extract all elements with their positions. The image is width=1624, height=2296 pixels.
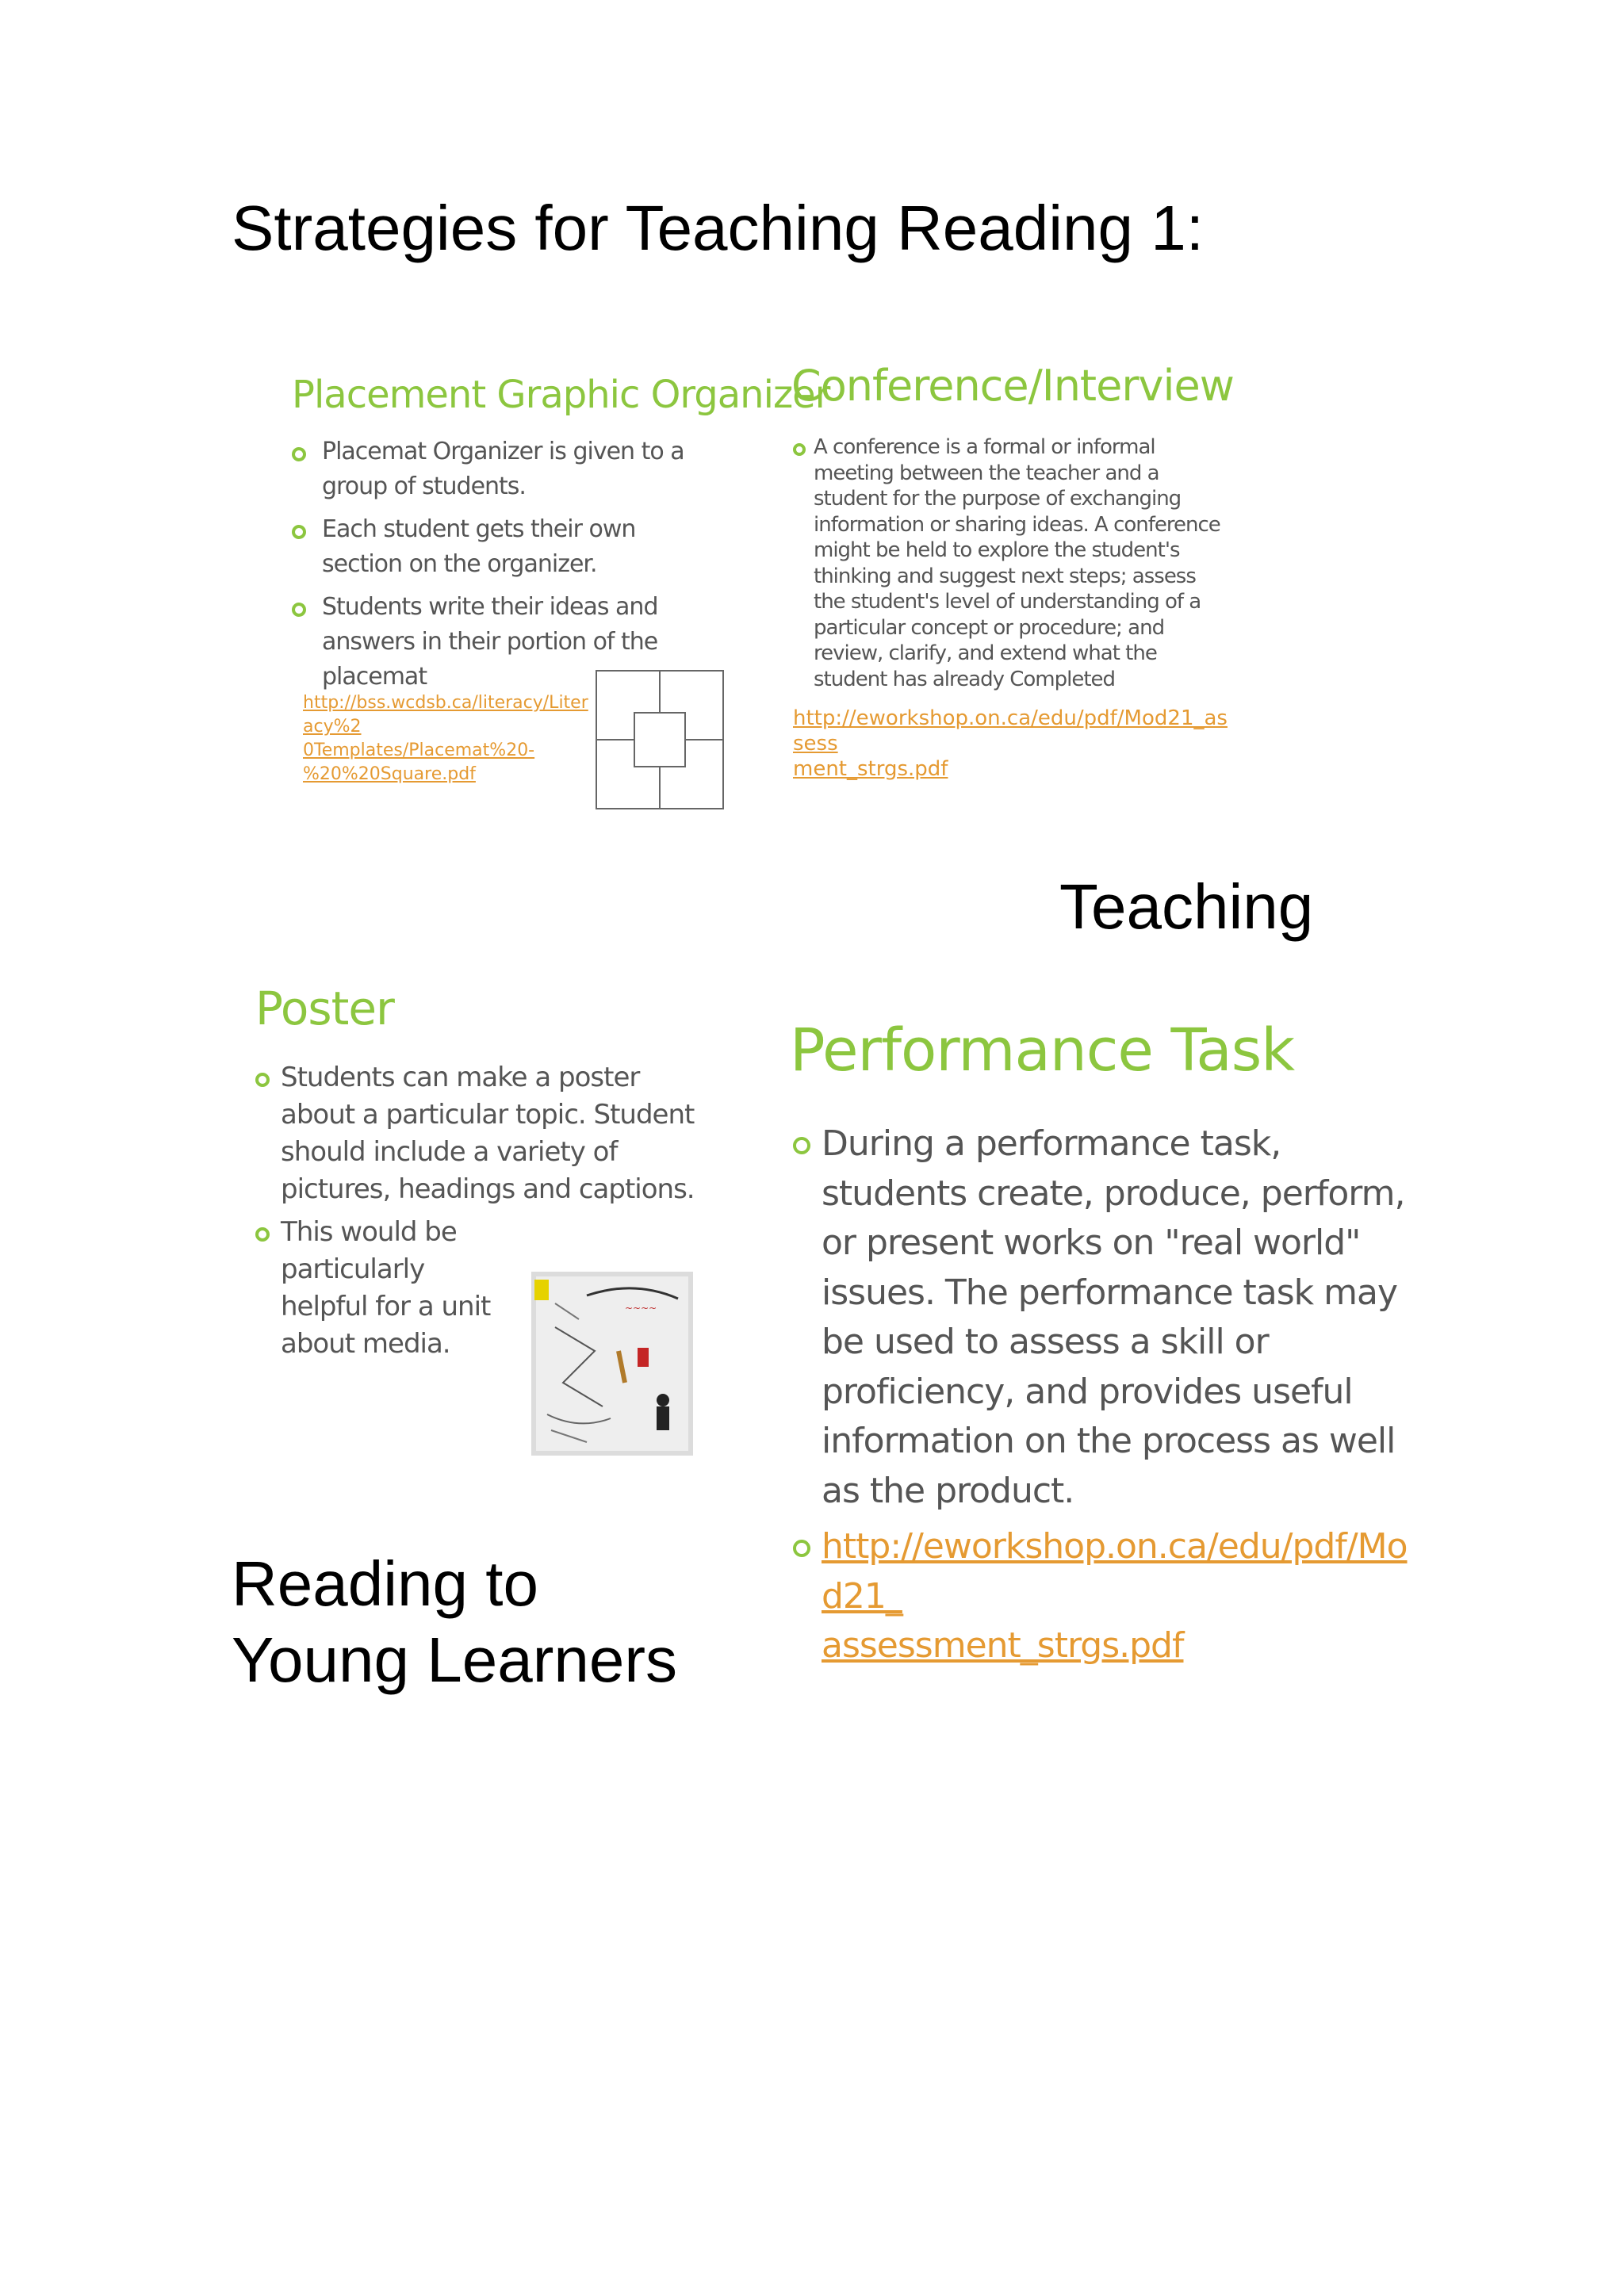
heading-teaching: Teaching [1059, 871, 1314, 942]
conference-title: Conference/Interview [791, 361, 1234, 411]
bullet-icon [292, 603, 306, 617]
placemat-bullets [292, 434, 720, 702]
performance-bullets [793, 1119, 1411, 1678]
list-item: During a performance task, students create, produce, perform, or present works on "real world" issues. The performance task may be used to assess a skill or proficiency, and provides useful information on the process as well as the product. [793, 1119, 1411, 1516]
list-item: Students can make a poster about a particular topic. Student should include a variety of pictures, headings and captions. [255, 1059, 715, 1208]
conference-link[interactable]: http://eworkshop.on.ca/edu/pdf/Mod21_assess ment_strgs.pdf [793, 706, 1228, 781]
placemat-diagram [595, 669, 726, 812]
list-item: Students write their ideas and answers in their portion of the placemat [292, 590, 720, 695]
poster-title: Poster [255, 982, 394, 1035]
bullet-icon [255, 1227, 270, 1242]
performance-link[interactable]: http://eworkshop.on.ca/edu/pdf/Mod21_ assessment_strgs.pdf [822, 1526, 1408, 1666]
list-item: Placemat Organizer is given to a group of students. [292, 434, 720, 504]
bullet-icon [292, 447, 306, 461]
bullet-icon [793, 1540, 810, 1557]
bullet-icon [793, 443, 806, 456]
heading-young-learners: Young Learners [232, 1624, 677, 1695]
bullet-icon [292, 525, 306, 539]
heading-reading-to: Reading to [232, 1548, 538, 1619]
placemat-link[interactable]: http://bss.wcdsb.ca/literacy/Literacy%2 0Templates/Placemat%20- %20%20Square.pdf [303, 693, 588, 784]
svg-text:~~~~: ~~~~ [625, 1303, 657, 1314]
list-item [793, 1522, 1411, 1671]
poster-image [531, 1272, 693, 1456]
list-item: A conference is a formal or informal meeting between the teacher and a student for the purpose of exchanging information or sharing ideas. A conference might be held to explore the student's thinking and suggest next steps; assess the student's level of understanding of a particular concept or procedure; and review, clarify, and extend what the student has already Completed [793, 434, 1221, 692]
list-item: This would be particularly helpful for a unit about media. [255, 1214, 715, 1363]
performance-title: Performance Task [790, 1016, 1295, 1085]
conference-bullets [793, 434, 1221, 692]
bullet-icon [255, 1073, 270, 1087]
placemat-title: Placement Graphic Organizer [292, 373, 830, 417]
bullet-icon [793, 1137, 810, 1154]
page-title: Strategies for Teaching Reading 1: [232, 193, 1204, 263]
list-item: Each student gets their own section on the organizer. [292, 512, 720, 582]
